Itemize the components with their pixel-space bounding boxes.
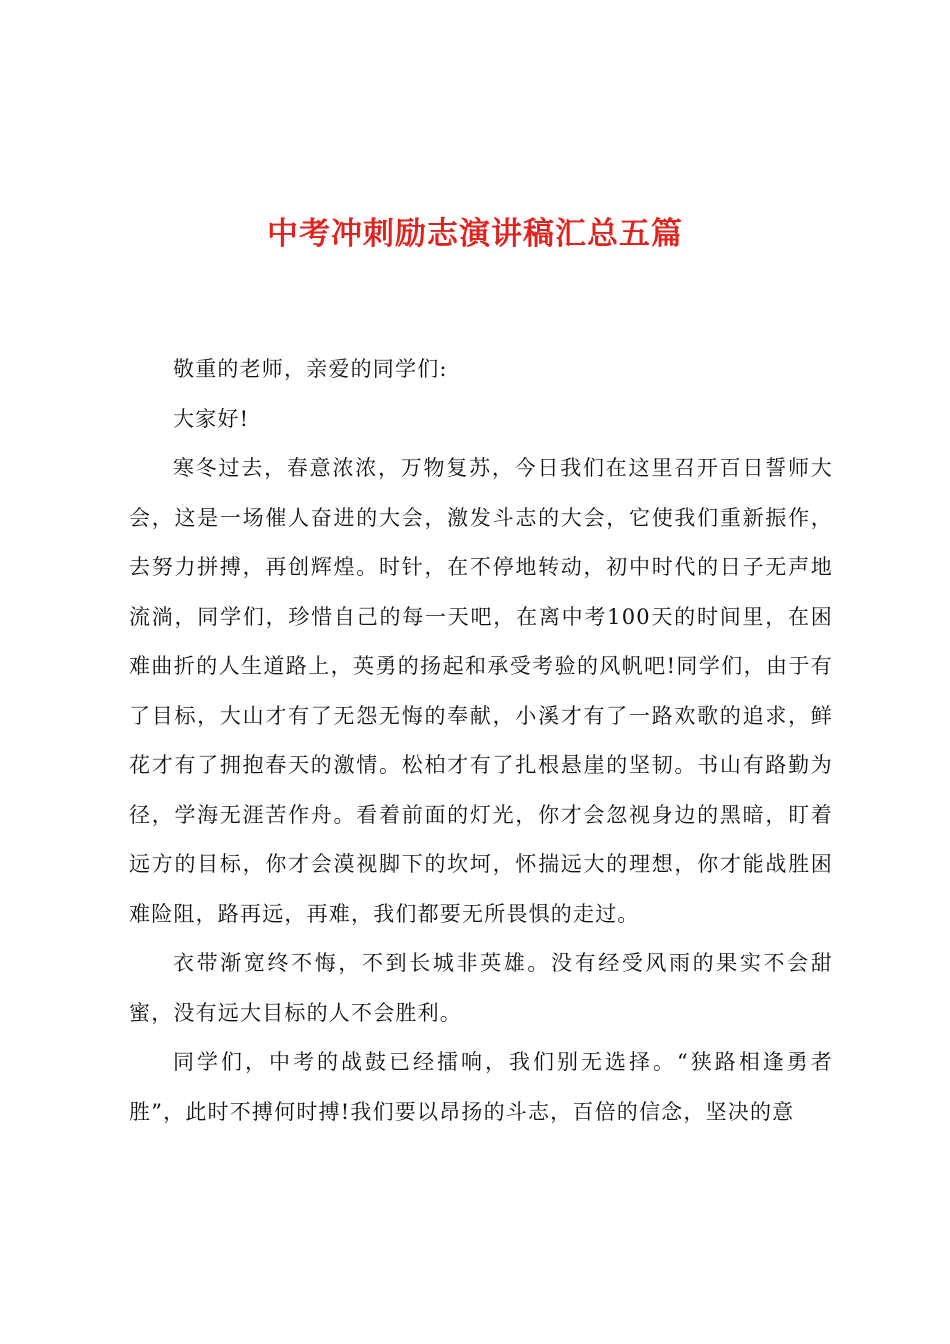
document-title: 中考冲刺励志演讲稿汇总五篇 [267, 216, 683, 252]
body-paragraph-3: 同学们，中考的战鼓已经擂响，我们别无选择。“狭路相逢勇者胜”，此时不搏何时搏!我们要以昂扬的斗志，百倍的信念，坚决的意 [129, 1050, 833, 1124]
body-paragraph-2: 衣带渐宽终不悔，不到长城非英雄。没有经受风雨的果实不会甜蜜，没有远大目标的人不会胜利。 [129, 951, 833, 1025]
document-body [129, 345, 833, 1137]
salutation: 敬重的老师，亲爱的同学们: [173, 357, 448, 381]
body-paragraph-1: 寒冬过去，春意浓浓，万物复苏，今日我们在这里召开百日誓师大会，这是一场催人奋进的大会，激发斗志的大会，它使我们重新振作，去努力拼搏，再创辉煌。时针，在不停地转动，初中时代的日子无声地流淌，同学们，珍惜自己的每一天吧，在离中考100天的时间里，在困难曲折的人生道路上，英勇的扬起和承受考验的风帆吧!同学们，由于有了目标，大山才有了无怨无悔的奉献，小溪才有了一路欢歌的追求，鲜花才有了拥抱春天的激情。松柏才有了扎根悬崖的坚韧。书山有路勤为径，学海无涯苦作舟。看着前面的灯光，你才会忽视身边的黑暗，盯着远方的目标，你才会漠视脚下的坎坷，怀揣远大的理想，你才能战胜困难险阻，路再远，再难，我们都要无所畏惧的走过。 [129, 456, 833, 926]
greeting: 大家好! [173, 406, 250, 431]
